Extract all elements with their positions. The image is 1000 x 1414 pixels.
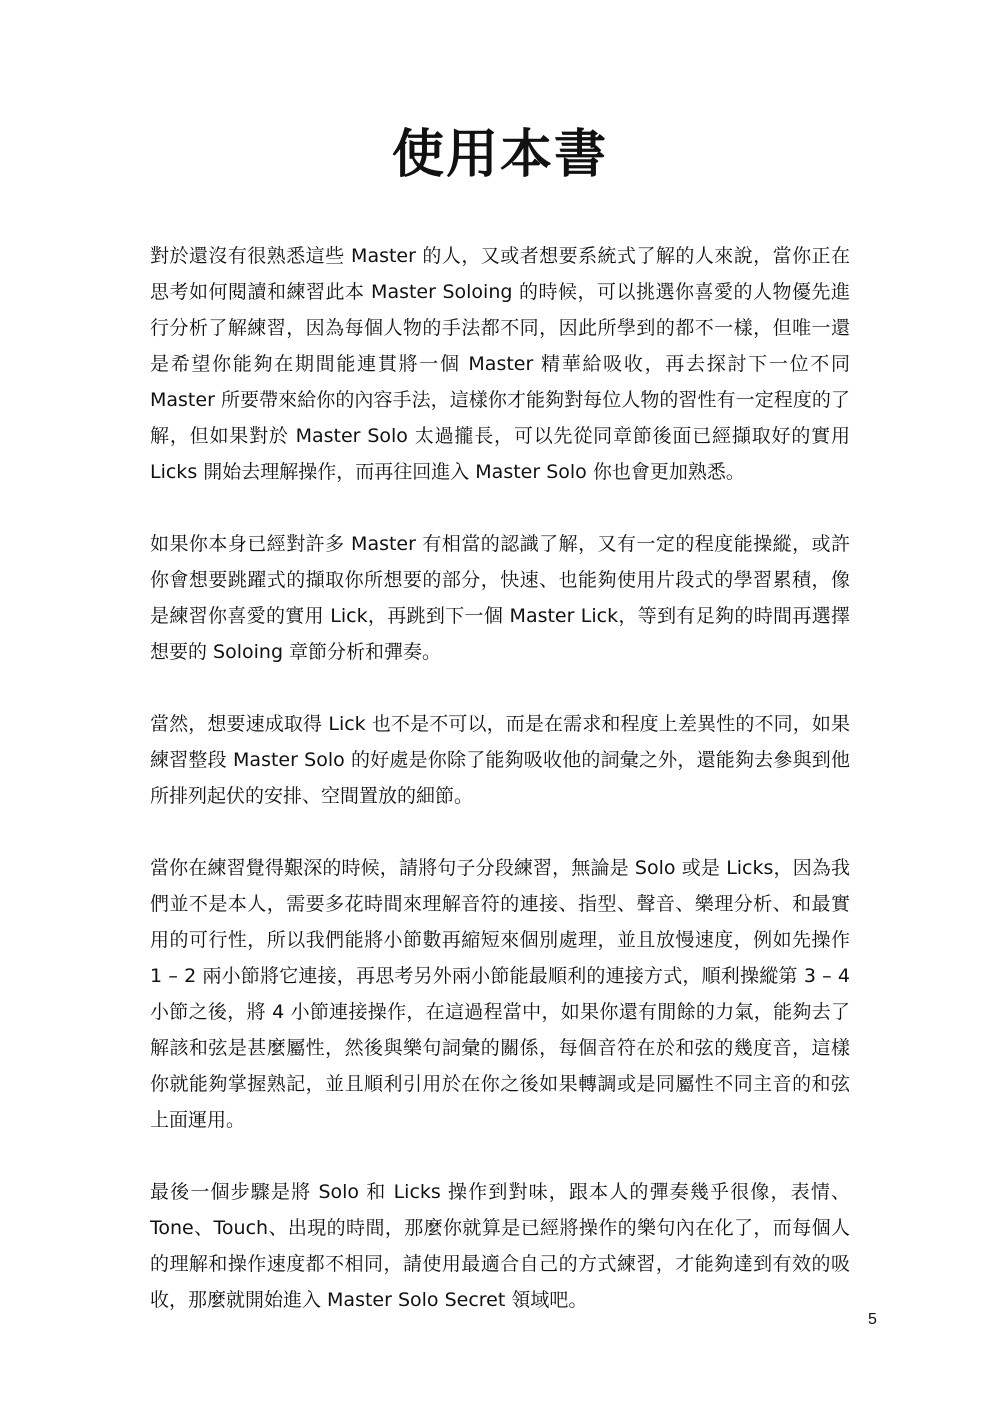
paragraph-5: 最後一個步驟是將 Solo 和 Licks 操作到對味，跟本人的彈奏幾乎很像，表情、Tone、Touch、出現的時間，那麼你就算是已經將操作的樂句內在化了，而每個人的理解和操作速度都不相同，請使用最適合自己的方式練習，才能夠達到有效的吸收，那麼就開始進入 Master Solo Secret 領域吧。 [150, 1181, 850, 1311]
paragraph-4: 當你在練習覺得艱深的時候，請將句子分段練習，無論是 Solo 或是 Licks，因為我們並不是本人，需要多花時間來理解音符的連接、指型、聲音、樂理分析、和最實用的可行性，所以我們能將小節數再縮短來個別處理，並且放慢速度，例如先操作 1 – 2 兩小節將它連接，再思考另外兩小節能最順利的連接方式，順利操縱第 3 – 4 小節之後，將 4 小節連接操作，在這過程當中，如果你還有閒餘的力氣，能夠去了解該和弦是甚麼屬性，然後與樂句詞彙的關係，每個音符在於和弦的幾度音，這樣你就能夠掌握熟記，並且順利引用於在你之後如果轉調或是同屬性不同主音的和弦上面運用。 [150, 857, 850, 1131]
paragraph-3: 當然，想要速成取得 Lick 也不是不可以，而是在需求和程度上差異性的不同，如果練習整段 Master Solo 的好處是你除了能夠吸收他的詞彙之外，還能夠去參與到他所排列起伏的安排、空間置放的細節。 [150, 713, 850, 807]
paragraph-1: 對於還沒有很熟悉這些 Master 的人，又或者想要系統式了解的人來說，當你正在思考如何閱讀和練習此本 Master Soloing 的時候，可以挑選你喜愛的人物優先進行分析了解練習，因為每個人物的手法都不同，因此所學到的都不一樣，但唯一還是希望你能夠在期間能連貫將一個 Master 精華給吸收，再去探討下一位不同 Master 所要帶來給你的內容手法，這樣你才能夠對每位人物的習性有一定程度的了解，但如果對於 Master Solo 太過攏長，可以先從同章節後面已經擷取好的實用 Licks 開始去理解操作，而再往回進入 Master Solo 你也會更加熟悉。 [150, 245, 850, 483]
page-title: 使用本書 [391, 124, 608, 185]
page-number: 5 [868, 1311, 877, 1328]
body-text [150, 238, 850, 1354]
paragraph-2: 如果你本身已經對許多 Master 有相當的認識了解，又有一定的程度能操縱，或許你會想要跳躍式的擷取你所想要的部分，快速、也能夠使用片段式的學習累積，像是練習你喜愛的實用 Lick，再跳到下一個 Master Lick，等到有足夠的時間再選擇想要的 Soloing 章節分析和彈奏。 [150, 533, 850, 663]
